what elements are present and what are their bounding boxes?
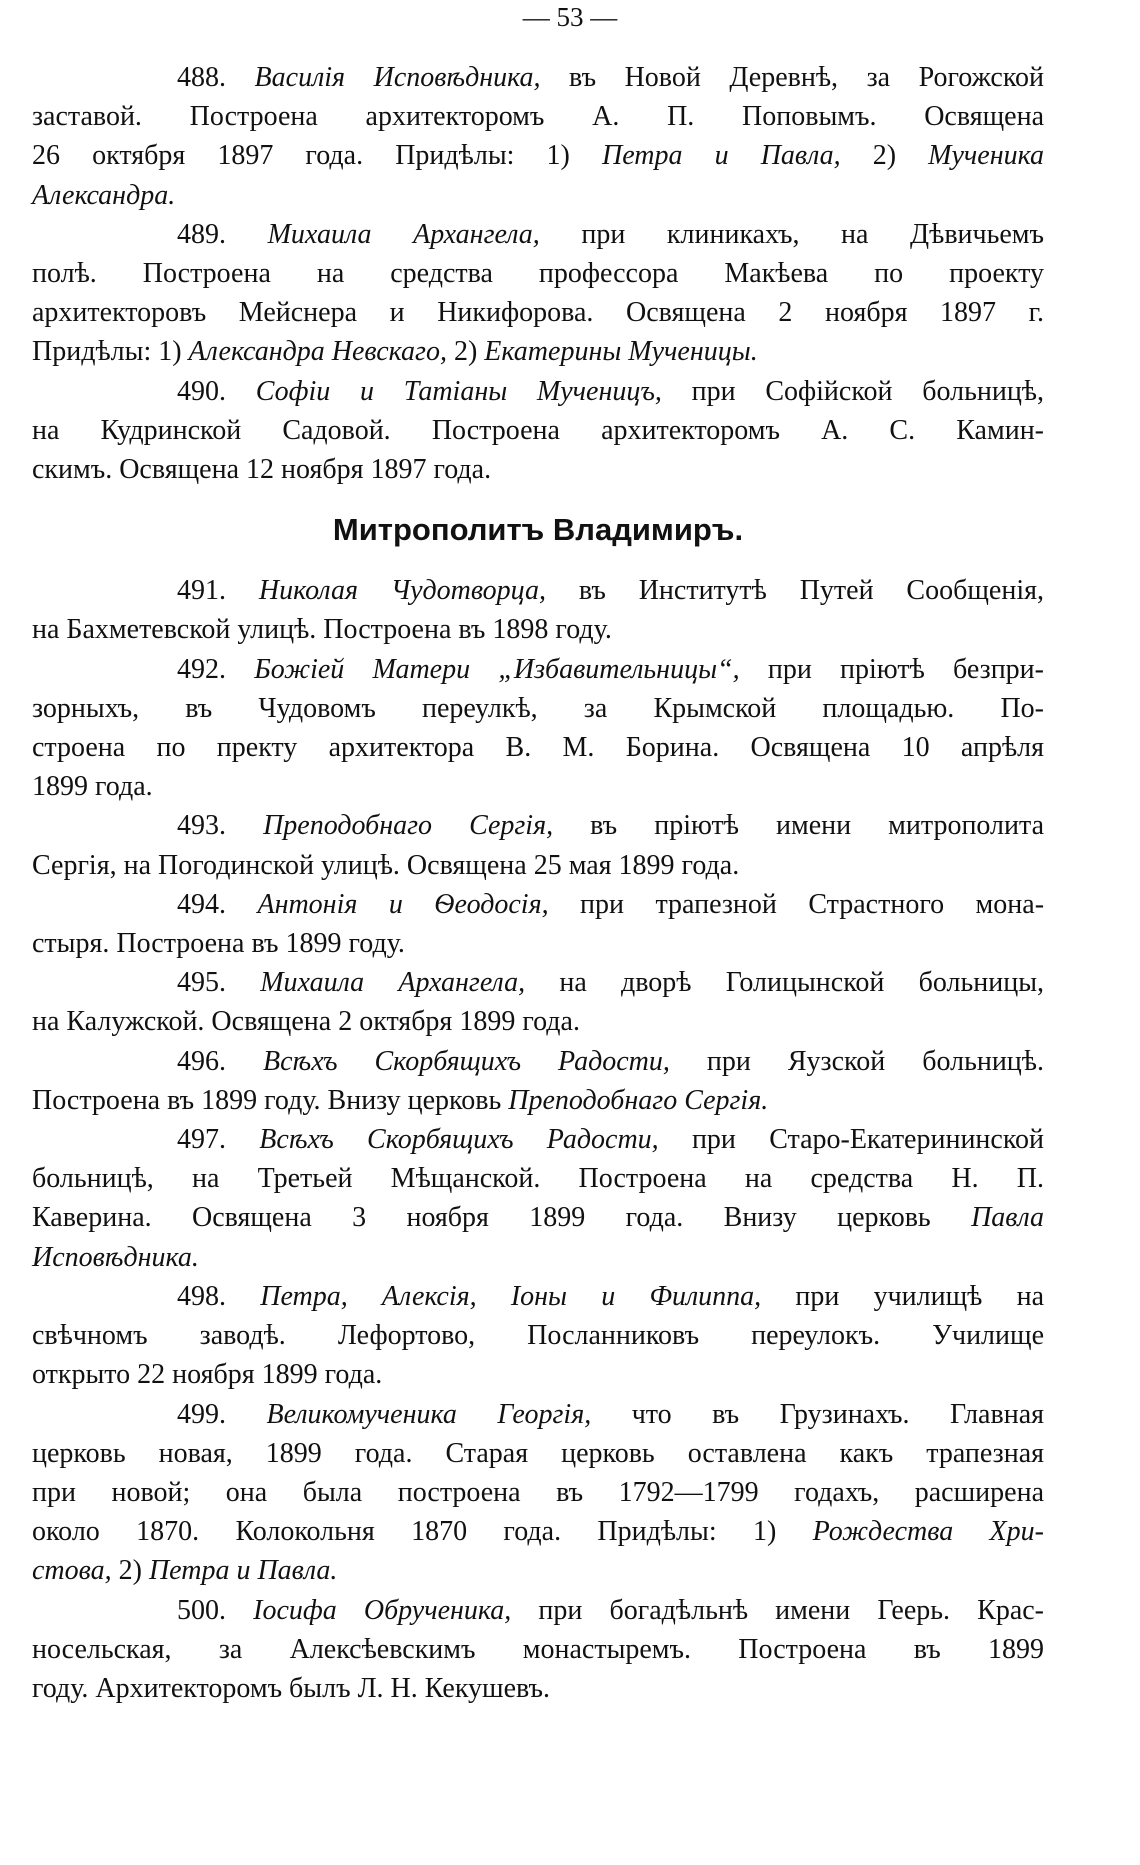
entry-496 bbox=[32, 1042, 1044, 1120]
text-run: году. Архитекторомъ былъ Л. Н. Кекушевъ. bbox=[32, 1672, 551, 1704]
church-name-italic: Мученика bbox=[928, 140, 1044, 172]
entry-number: 491. bbox=[177, 575, 226, 607]
text-run: на Калужской. Освящена 2 октября 1899 года. bbox=[32, 1006, 580, 1038]
entry-488 bbox=[32, 58, 1044, 215]
text-run: 1899 года. bbox=[32, 771, 153, 803]
church-name-italic: Александра. bbox=[32, 179, 176, 211]
text-run: 2) bbox=[446, 336, 485, 368]
text-line bbox=[32, 963, 1044, 1002]
text-run: архитекторовъ Мейснера и Никифорова. Освящена 2 ноября 1897 г. bbox=[32, 297, 1044, 329]
entry-499 bbox=[32, 1395, 1044, 1591]
page-body bbox=[32, 58, 1044, 1708]
text-line bbox=[32, 215, 1044, 254]
entry-number: 499. bbox=[177, 1398, 226, 1430]
text-line bbox=[32, 924, 1044, 963]
text-run: зорныхъ, въ Чудовомъ переулкѣ, за Крымской площадью. По- bbox=[32, 692, 1044, 724]
text-run: на Бахметевской улицѣ. Построена въ 1898 году. bbox=[32, 614, 612, 646]
text-run: на дворѣ Голицынской больницы, bbox=[525, 967, 1045, 999]
text-run: въ Институтѣ Путей Сообщенія, bbox=[545, 575, 1044, 607]
church-name-italic: Александра Невскаго, bbox=[188, 336, 447, 368]
entry-number: 494. bbox=[177, 888, 226, 920]
church-name-italic: Михаила Архангела, bbox=[260, 967, 526, 999]
text-line bbox=[32, 1238, 1044, 1277]
church-name-italic: Антонія и Ѳеодосія, bbox=[257, 888, 549, 920]
church-name-italic: Екатерины Мученицы. bbox=[484, 336, 758, 368]
text-run: при пріютѣ безпри- bbox=[739, 653, 1044, 685]
church-name-italic: Михаила Архангела, bbox=[267, 218, 540, 250]
text-line bbox=[32, 1277, 1044, 1316]
text-line bbox=[32, 885, 1044, 924]
text-run: при Софійской больницѣ, bbox=[661, 375, 1045, 407]
church-name-italic: Рождества Хри- bbox=[812, 1516, 1044, 1548]
church-name-italic: Великомученика Георгія, bbox=[266, 1398, 592, 1430]
entry-491 bbox=[32, 571, 1044, 649]
text-run: что въ Грузинахъ. Главная bbox=[591, 1398, 1044, 1430]
text-line bbox=[32, 1355, 1044, 1394]
church-name-italic: Петра и Павла, bbox=[601, 140, 841, 172]
entry-497 bbox=[32, 1120, 1044, 1277]
text-line bbox=[32, 372, 1044, 411]
entries-group-1 bbox=[32, 58, 1044, 489]
church-name-italic: Всѣхъ Скорбящихъ Радости, bbox=[263, 1045, 670, 1077]
text-run: больницѣ, на Третьей Мѣщанской. Построена на средства Н. П. bbox=[32, 1163, 1044, 1195]
text-run: при Старо-Екатерининской bbox=[658, 1124, 1045, 1156]
entry-495 bbox=[32, 963, 1044, 1041]
entry-number: 489. bbox=[177, 218, 226, 250]
text-line bbox=[32, 254, 1044, 293]
text-run: открыто 22 ноября 1899 года. bbox=[32, 1359, 383, 1391]
text-run: при богадѣльнѣ имени Геерь. Крас- bbox=[511, 1594, 1045, 1626]
entries-group-2 bbox=[32, 571, 1044, 1708]
text-line bbox=[32, 806, 1044, 845]
text-run: при Яузской больницѣ. bbox=[669, 1045, 1044, 1077]
text-line bbox=[32, 1395, 1044, 1434]
text-run: церковь новая, 1899 года. Старая церковь оставлена какъ трапезная bbox=[32, 1437, 1044, 1469]
text-line bbox=[32, 610, 1044, 649]
text-line bbox=[32, 176, 1044, 215]
text-run: строена по пректу архитектора В. М. Борина. Освящена 10 апрѣля bbox=[32, 732, 1044, 764]
text-run: свѣчномъ заводѣ. Лефортово, Посланниковъ переулокъ. Училище bbox=[32, 1320, 1044, 1352]
text-line bbox=[32, 1042, 1044, 1081]
text-line bbox=[32, 58, 1044, 97]
text-run: при клиникахъ, на Дѣвичьемъ bbox=[539, 218, 1045, 250]
church-name-italic: Преподобнаго Сергія, bbox=[263, 810, 554, 842]
text-run: въ Новой Деревнѣ, за Рогожской bbox=[540, 62, 1045, 93]
church-name-italic: стова, bbox=[32, 1555, 112, 1587]
entry-number: 490. bbox=[177, 375, 226, 407]
text-line bbox=[32, 1512, 1044, 1551]
text-line bbox=[32, 1316, 1044, 1355]
entry-number: 496. bbox=[177, 1045, 226, 1077]
church-name-italic: Николая Чудотворца, bbox=[258, 575, 546, 607]
text-line bbox=[32, 1159, 1044, 1198]
church-name-italic: Исповѣдника. bbox=[32, 1241, 199, 1273]
text-line bbox=[32, 846, 1044, 885]
text-run: 2) bbox=[840, 140, 929, 172]
text-line bbox=[32, 1434, 1044, 1473]
text-line bbox=[32, 1002, 1044, 1041]
text-line bbox=[32, 1551, 1044, 1590]
text-line bbox=[32, 1081, 1044, 1120]
entry-number: 492. bbox=[177, 653, 226, 685]
entry-number: 500. bbox=[177, 1594, 226, 1626]
text-run: Построена въ 1899 году. Внизу церковь bbox=[32, 1084, 509, 1116]
section-heading: Митрополитъ Владимиръ. bbox=[332, 512, 744, 548]
text-line bbox=[32, 1473, 1044, 1512]
text-line bbox=[32, 411, 1044, 450]
entry-number: 488. bbox=[177, 62, 226, 93]
text-run: при трапезной Страстного мона- bbox=[548, 888, 1045, 920]
church-name-italic: Всѣхъ Скорбящихъ Радости, bbox=[259, 1124, 659, 1156]
text-line bbox=[32, 450, 1044, 489]
text-run: Каверина. Освящена 3 ноября 1899 года. Внизу церковь bbox=[32, 1202, 972, 1234]
text-run: скимъ. Освящена 12 ноября 1897 года. bbox=[32, 454, 492, 486]
text-run: носельская, за Алексѣевскимъ монастыремъ. Построена въ 1899 bbox=[32, 1633, 1044, 1665]
text-line bbox=[32, 332, 1044, 371]
church-name-italic: Павла bbox=[971, 1202, 1044, 1234]
text-line bbox=[32, 767, 1044, 806]
text-line bbox=[32, 728, 1044, 767]
text-run: при училищѣ на bbox=[761, 1280, 1044, 1312]
text-line bbox=[32, 1630, 1044, 1669]
text-run: 2) bbox=[111, 1555, 149, 1587]
church-name-italic: Петра, Алексія, Іоны и Филиппа, bbox=[260, 1280, 762, 1312]
entry-number: 497. bbox=[177, 1124, 226, 1156]
text-line bbox=[32, 571, 1044, 610]
text-line bbox=[32, 136, 1044, 175]
church-name-italic: Іосифа Обрученика, bbox=[253, 1594, 512, 1626]
text-run: на Кудринской Садовой. Построена архитекторомъ А. С. Камин- bbox=[32, 414, 1044, 446]
entry-494 bbox=[32, 885, 1044, 963]
entry-493 bbox=[32, 806, 1044, 884]
text-run: Сергія, на Погодинской улицѣ. Освящена 25 мая 1899 года. bbox=[32, 849, 740, 881]
text-run: заставой. Построена архитекторомъ А. П. Поповымъ. Освящена bbox=[32, 101, 1044, 133]
text-run: при новой; она была построена въ 1792—1799 годахъ, расширена bbox=[32, 1476, 1044, 1508]
church-name-italic: Божіей Матери „Избавительницы“, bbox=[254, 653, 740, 685]
entry-492 bbox=[32, 650, 1044, 807]
text-line bbox=[32, 97, 1044, 136]
entry-490 bbox=[32, 372, 1044, 490]
entry-number: 495. bbox=[177, 967, 226, 999]
text-run: Придѣлы: 1) bbox=[32, 336, 189, 368]
text-line bbox=[32, 1591, 1044, 1630]
entry-number: 493. bbox=[177, 810, 226, 842]
text-run: стыря. Построена въ 1899 году. bbox=[32, 928, 405, 960]
text-line bbox=[32, 650, 1044, 689]
entry-498 bbox=[32, 1277, 1044, 1395]
entry-489 bbox=[32, 215, 1044, 372]
church-name-italic: Софіи и Татіаны Мученицъ, bbox=[255, 375, 662, 407]
text-run: около 1870. Колокольня 1870 года. Придѣлы: 1) bbox=[32, 1516, 813, 1548]
church-name-italic: Василія Исповѣдника, bbox=[254, 62, 541, 93]
text-line bbox=[32, 293, 1044, 332]
text-run: полѣ. Построена на средства профессора Макѣева по проекту bbox=[32, 258, 1044, 290]
text-run: 26 октября 1897 года. Придѣлы: 1) bbox=[32, 140, 602, 172]
text-line bbox=[32, 1120, 1044, 1159]
text-line bbox=[32, 1669, 1044, 1708]
text-line bbox=[32, 1198, 1044, 1237]
text-line bbox=[32, 689, 1044, 728]
page-number: — 53 — bbox=[522, 2, 618, 32]
text-run: въ пріютѣ имени митрополита bbox=[553, 810, 1045, 842]
entry-500 bbox=[32, 1591, 1044, 1709]
entry-number: 498. bbox=[177, 1280, 226, 1312]
church-name-italic: Преподобнаго Сергія. bbox=[508, 1084, 769, 1116]
church-name-italic: Петра и Павла. bbox=[148, 1555, 338, 1587]
